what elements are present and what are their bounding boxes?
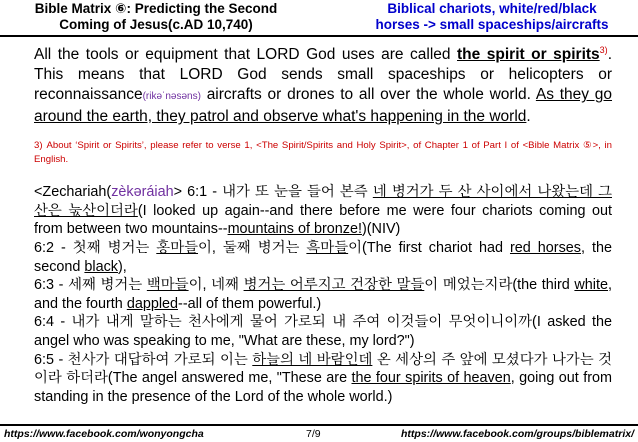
verse-6-3-e: 이 메었는지라(the third bbox=[424, 277, 575, 294]
slide-title bbox=[6, 1, 306, 33]
header-divider bbox=[0, 35, 638, 37]
red-horses-korean: 홍마들 bbox=[156, 239, 199, 256]
verse-ref-open: <Zechariah( bbox=[34, 184, 112, 201]
slide-header bbox=[0, 0, 638, 36]
intro-paragraph bbox=[34, 40, 612, 127]
slide-body bbox=[34, 40, 612, 406]
footnote-number: 3) bbox=[34, 140, 43, 152]
four-winds-korean: 하늘의 네 바람인데 bbox=[252, 351, 373, 368]
dappled-horses-korean: 병거는 어루지고 건장한 말들 bbox=[243, 277, 425, 294]
intro-text-2: . This means that LORD God sends small spaceships or helicopters or reconnaissance bbox=[34, 46, 612, 104]
verse-6-1-korean-a: > 6:1 - 내가 또 눈을 들어 본즉 bbox=[173, 184, 373, 201]
slide-subtitle-line2: horses -> small spaceships/aircrafts bbox=[375, 17, 609, 32]
verse-6-2-c: 이, 둘째 병거는 bbox=[198, 239, 307, 256]
footnote-ref: 3) bbox=[599, 45, 608, 55]
verse-6-2-g: , the second bbox=[34, 239, 612, 275]
intro-text-1: All the tools or equipment that LORD God uses are called bbox=[34, 46, 458, 64]
intro-period: . bbox=[526, 108, 531, 126]
verse-6-5-c: 온 세상의 주 앞에 모셨다가 나가는 것이라 하더라(The angel answered me, "These are bbox=[34, 351, 613, 387]
black-horses-korean: 흑마들 bbox=[306, 239, 349, 256]
verse-6-3-c: 이, 네째 bbox=[188, 277, 244, 294]
scripture-passage bbox=[34, 183, 612, 406]
phonetic-reconnaissance: (rikəˈnəsəns) bbox=[142, 91, 201, 103]
slide-subtitle-line1: Biblical chariots, white/red/black bbox=[387, 1, 597, 16]
verse-6-3-a: 6:3 - 세째 병거는 bbox=[34, 277, 147, 294]
spirits-term: the spirit or spirits bbox=[457, 46, 600, 64]
facebook-profile-link[interactable]: https://www.facebook.com/wonyongcha bbox=[4, 428, 204, 440]
verse-6-5 bbox=[34, 351, 612, 407]
white-english: white bbox=[574, 277, 609, 294]
facebook-group-link[interactable]: https://www.facebook.com/groups/biblematrix/ bbox=[401, 428, 634, 440]
patrol-statement: As they go around the earth, they patrol and observe what's happening in the world bbox=[34, 86, 613, 126]
black-english: black bbox=[84, 258, 119, 275]
verse-6-2-i: ), bbox=[118, 258, 127, 275]
slide-footer bbox=[0, 424, 638, 442]
verse-6-1 bbox=[34, 183, 612, 239]
verse-6-4: 6:4 - 내가 내게 말하는 천사에게 물어 가로되 내 주여 이것들이 무엇이니이까(I asked the angel who was speaking to me, "What are these, my lord?") bbox=[34, 314, 612, 349]
red-horses-english: red horses bbox=[509, 239, 581, 256]
footer-divider bbox=[0, 424, 638, 426]
mountains-of-bronze: mountains of bronze! bbox=[227, 221, 362, 238]
slide-title-line2: Coming of Jesus(c.AD 10,740) bbox=[59, 17, 253, 32]
slide-title-line1: Bible Matrix ⑥: Predicting the Second bbox=[34, 1, 278, 16]
intro-text-3: aircrafts or drones to all over the whole world. bbox=[200, 86, 536, 104]
verse-6-2-a: 6:2 - 첫째 병거는 bbox=[34, 239, 157, 256]
four-spirits-english: the four spirits of heaven bbox=[351, 370, 511, 387]
verse-6-1-close: )(NIV) bbox=[361, 221, 401, 238]
slide-subtitle bbox=[350, 1, 634, 33]
white-horses-korean: 백마들 bbox=[146, 277, 189, 294]
page-number: 7/9 bbox=[306, 428, 321, 440]
verse-6-2-e: 이(The first chariot had bbox=[348, 239, 510, 256]
verse-6-1-korean-b: 네 병거가 두 산 사이에서 나왔는데 그 산은 눇산이더라 bbox=[34, 184, 612, 219]
dappled-english: dappled bbox=[126, 295, 179, 312]
verse-6-1-english: (I looked up again--and there before me were four chariots coming out from between two mountains-- bbox=[34, 202, 613, 238]
footnote bbox=[34, 139, 612, 167]
verse-6-3 bbox=[34, 276, 612, 313]
footnote-text: About ‘Spirit or Spirits’, please refer to verse 1, <The Spirit/Spirits and Holy Spirit>, of Chapter 1 of Part I of <Bible Matrix ⑤>, in English. bbox=[34, 140, 612, 166]
verse-6-2 bbox=[34, 239, 612, 276]
verse-6-5-e: , going out from standing in the presence of the Lord of the whole world.) bbox=[34, 370, 612, 405]
verse-6-3-g: , and the fourth bbox=[34, 277, 613, 312]
verse-6-3-i: --all of them powerful.) bbox=[178, 295, 322, 312]
zechariah-phonetic: zèkəráiah bbox=[111, 184, 174, 201]
verse-6-5-a: 6:5 - 천사가 대답하여 가로되 이는 bbox=[34, 351, 253, 368]
